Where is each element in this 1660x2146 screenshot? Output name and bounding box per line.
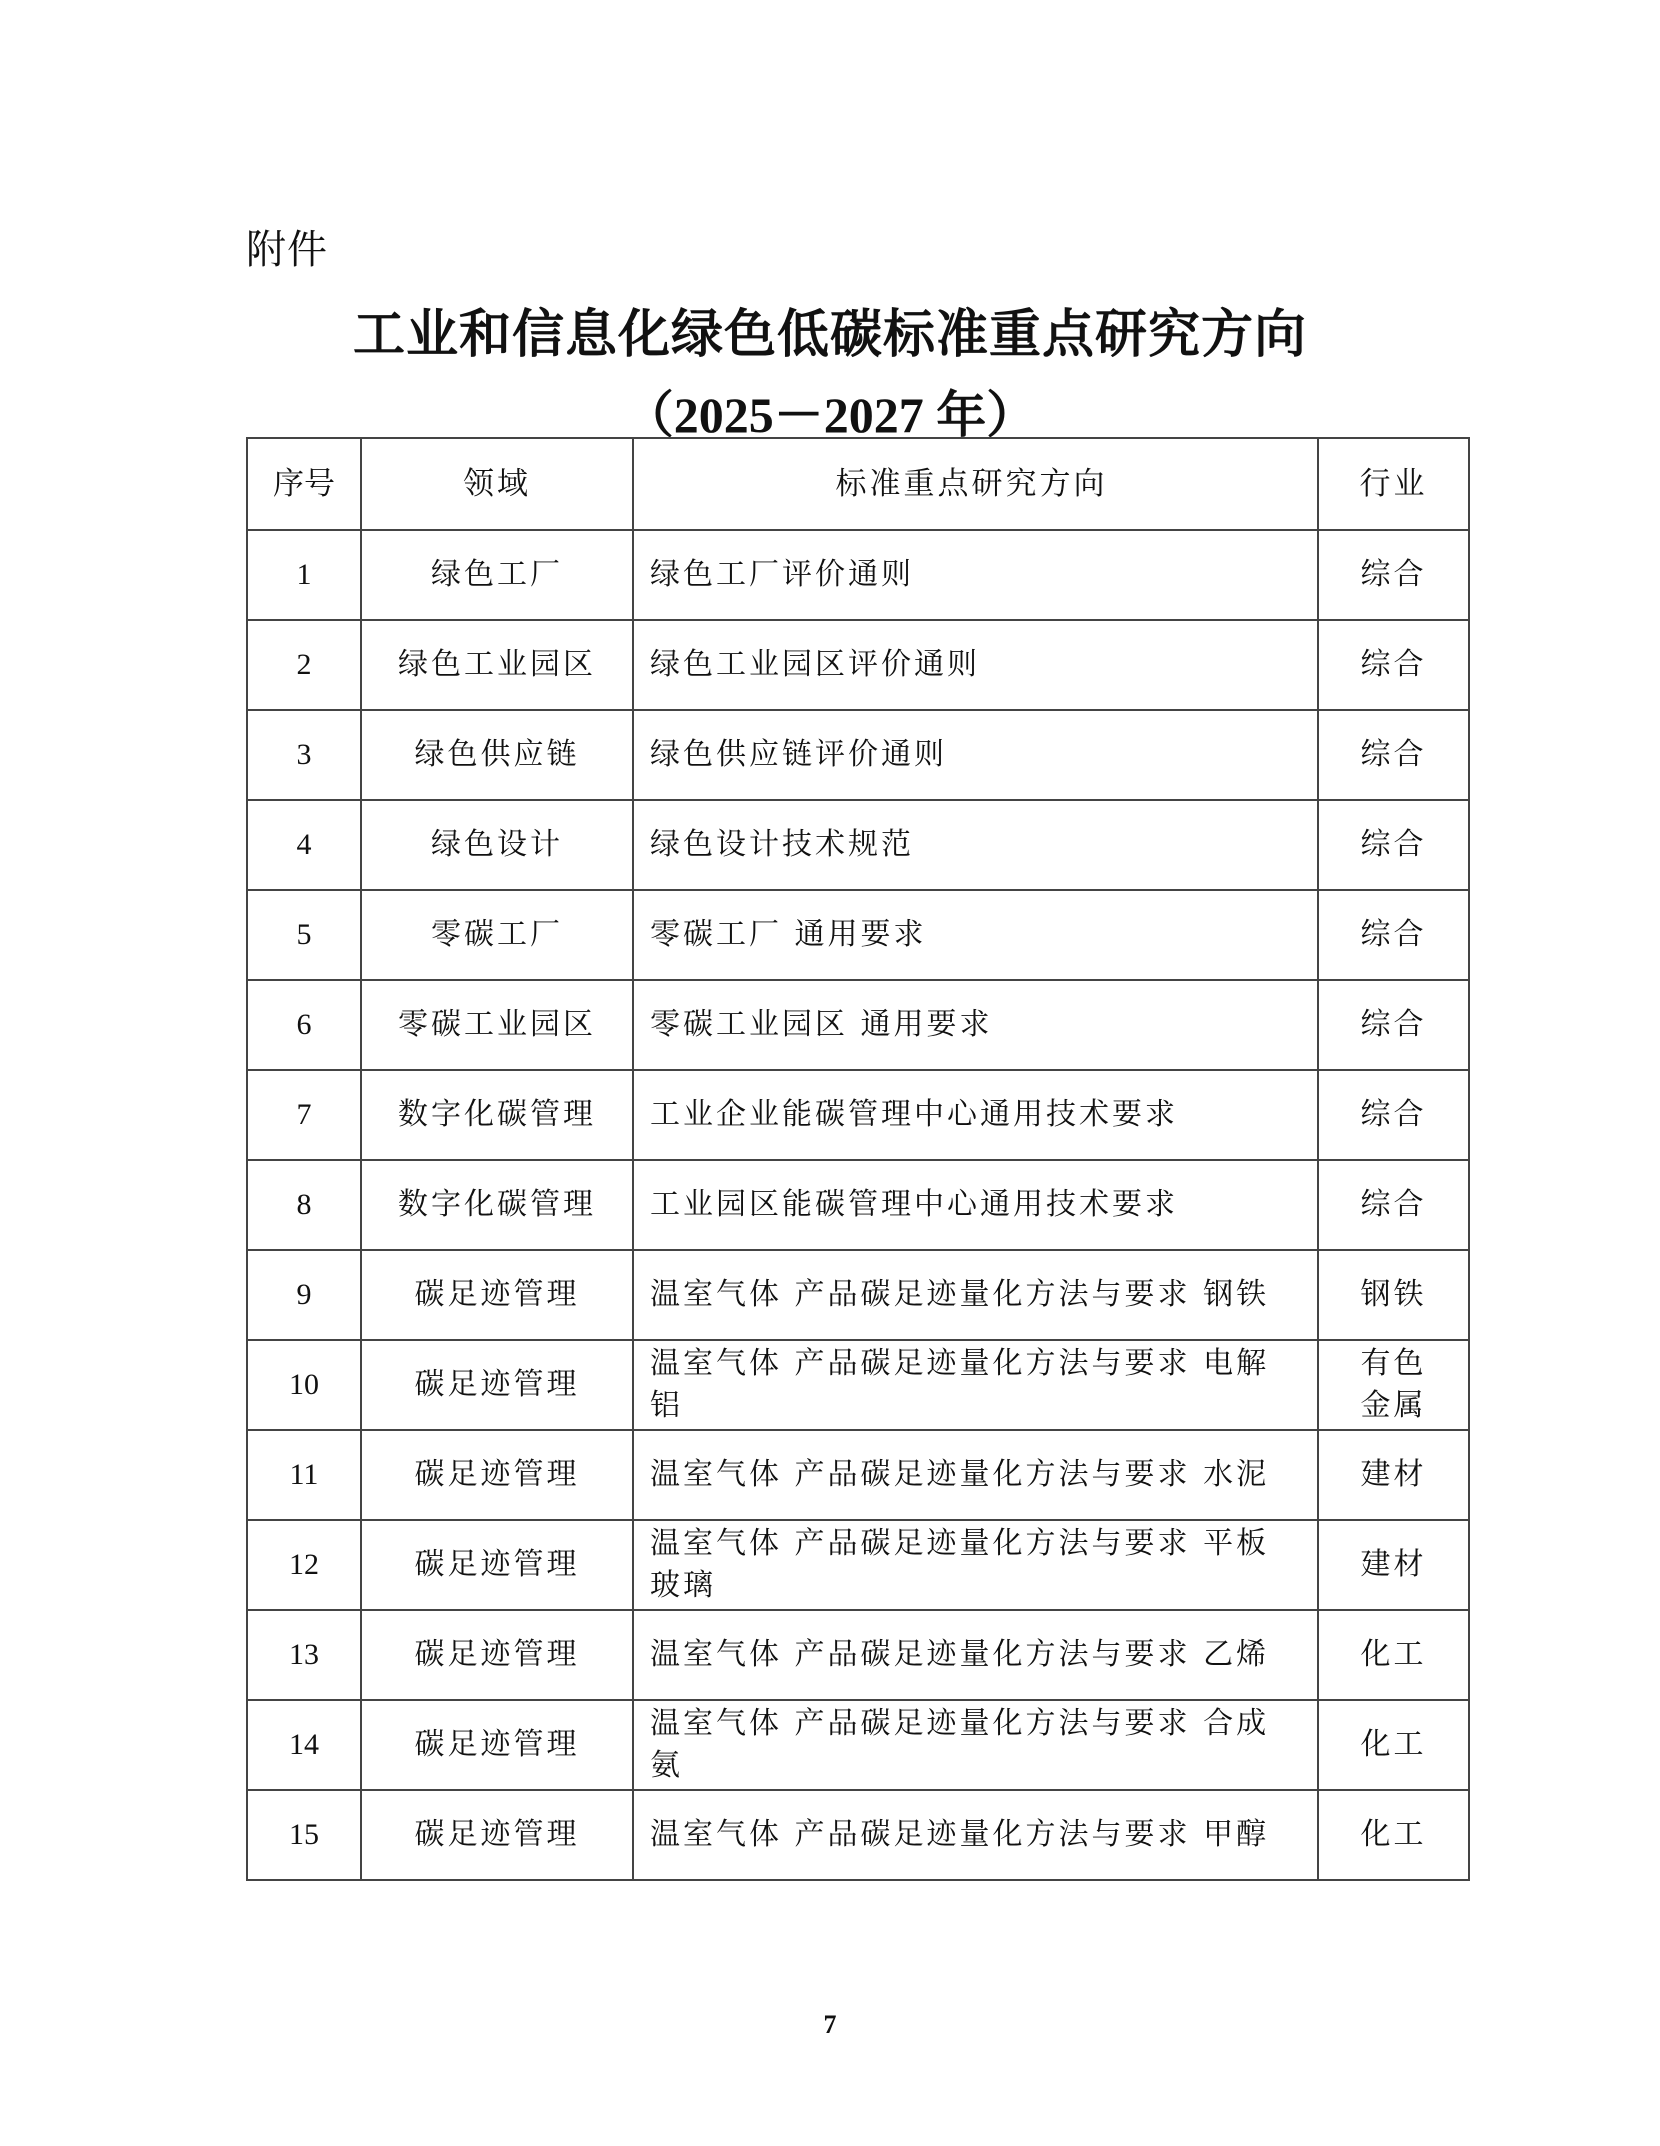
table-row bbox=[247, 1250, 1469, 1340]
table-row bbox=[247, 1790, 1469, 1880]
cell-industry bbox=[1318, 1790, 1469, 1880]
cell-direction: 温室气体 产品碳足迹量化方法与要求 乙烯 bbox=[633, 1610, 1318, 1700]
table-body bbox=[247, 530, 1469, 1880]
column-header-industry: 行业 bbox=[1318, 438, 1469, 530]
cell-domain: 碳足迹管理 bbox=[361, 1250, 633, 1340]
table-row bbox=[247, 530, 1469, 620]
cell-number: 2 bbox=[247, 620, 361, 710]
cell-industry bbox=[1318, 1430, 1469, 1520]
cell-direction: 零碳工厂 通用要求 bbox=[633, 890, 1318, 980]
cell-number: 9 bbox=[247, 1250, 361, 1340]
cell-domain: 碳足迹管理 bbox=[361, 1520, 633, 1610]
cell-industry bbox=[1318, 800, 1469, 890]
cell-number: 10 bbox=[247, 1340, 361, 1430]
cell-domain: 碳足迹管理 bbox=[361, 1610, 633, 1700]
cell-number: 14 bbox=[247, 1700, 361, 1790]
cell-domain: 绿色供应链 bbox=[361, 710, 633, 800]
cell-number: 15 bbox=[247, 1790, 361, 1880]
cell-number: 6 bbox=[247, 980, 361, 1070]
cell-industry bbox=[1318, 530, 1469, 620]
cell-industry bbox=[1318, 710, 1469, 800]
cell-direction: 零碳工业园区 通用要求 bbox=[633, 980, 1318, 1070]
table-row bbox=[247, 980, 1469, 1070]
cell-number: 12 bbox=[247, 1520, 361, 1610]
cell-industry bbox=[1318, 1160, 1469, 1250]
cell-domain: 绿色设计 bbox=[361, 800, 633, 890]
cell-domain: 数字化碳管理 bbox=[361, 1160, 633, 1250]
cell-industry-text: 综合 bbox=[1360, 557, 1427, 592]
table-header-row bbox=[247, 438, 1469, 530]
cell-number: 13 bbox=[247, 1610, 361, 1700]
cell-industry bbox=[1318, 1700, 1469, 1790]
cell-direction: 温室气体 产品碳足迹量化方法与要求 水泥 bbox=[633, 1430, 1318, 1520]
table-row bbox=[247, 1700, 1469, 1790]
table-row bbox=[247, 1070, 1469, 1160]
cell-industry bbox=[1318, 1250, 1469, 1340]
cell-industry-text: 综合 bbox=[1360, 1007, 1427, 1042]
cell-direction: 绿色工厂评价通则 bbox=[633, 530, 1318, 620]
cell-industry-text: 钢铁 bbox=[1360, 1277, 1427, 1312]
attachment-label: 附件 bbox=[246, 227, 328, 273]
cell-domain: 绿色工厂 bbox=[361, 530, 633, 620]
cell-industry-text: 建材 bbox=[1360, 1547, 1427, 1582]
cell-industry-text: 建材 bbox=[1360, 1457, 1427, 1492]
table-row bbox=[247, 1340, 1469, 1430]
cell-direction: 温室气体 产品碳足迹量化方法与要求 平板玻璃 bbox=[633, 1520, 1318, 1610]
cell-industry-text: 化工 bbox=[1360, 1817, 1427, 1852]
cell-number: 5 bbox=[247, 890, 361, 980]
table-row bbox=[247, 710, 1469, 800]
cell-industry bbox=[1318, 1340, 1469, 1430]
cell-domain: 绿色工业园区 bbox=[361, 620, 633, 710]
cell-industry-text: 化工 bbox=[1360, 1637, 1427, 1672]
cell-industry bbox=[1318, 1520, 1469, 1610]
cell-domain: 碳足迹管理 bbox=[361, 1700, 633, 1790]
cell-number: 8 bbox=[247, 1160, 361, 1250]
cell-industry-text: 综合 bbox=[1360, 647, 1427, 682]
cell-number: 11 bbox=[247, 1430, 361, 1520]
cell-industry-text: 综合 bbox=[1360, 917, 1427, 952]
cell-number: 3 bbox=[247, 710, 361, 800]
document-title: 工业和信息化绿色低碳标准重点研究方向 bbox=[352, 304, 1307, 365]
cell-domain: 零碳工厂 bbox=[361, 890, 633, 980]
cell-direction: 工业园区能碳管理中心通用技术要求 bbox=[633, 1160, 1318, 1250]
cell-industry-text: 综合 bbox=[1360, 827, 1427, 862]
document-subtitle: （2025－2027 年） bbox=[623, 387, 1037, 443]
cell-industry bbox=[1318, 1610, 1469, 1700]
cell-number: 7 bbox=[247, 1070, 361, 1160]
cell-industry-text: 综合 bbox=[1360, 737, 1427, 772]
cell-industry bbox=[1318, 620, 1469, 710]
table-row bbox=[247, 1610, 1469, 1700]
table-row bbox=[247, 800, 1469, 890]
cell-direction: 温室气体 产品碳足迹量化方法与要求 钢铁 bbox=[633, 1250, 1318, 1340]
cell-direction: 温室气体 产品碳足迹量化方法与要求 合成氨 bbox=[633, 1700, 1318, 1790]
column-header-direction: 标准重点研究方向 bbox=[633, 438, 1318, 530]
page-number: 7 bbox=[823, 2010, 837, 2039]
cell-industry-text: 有色金属 bbox=[1360, 1346, 1427, 1423]
cell-industry bbox=[1318, 890, 1469, 980]
cell-domain: 数字化碳管理 bbox=[361, 1070, 633, 1160]
table-row bbox=[247, 1430, 1469, 1520]
cell-industry-text: 化工 bbox=[1360, 1727, 1427, 1762]
table-row bbox=[247, 1160, 1469, 1250]
cell-industry-text: 综合 bbox=[1360, 1097, 1427, 1132]
cell-direction: 绿色供应链评价通则 bbox=[633, 710, 1318, 800]
cell-domain: 碳足迹管理 bbox=[361, 1340, 633, 1430]
cell-direction: 绿色工业园区评价通则 bbox=[633, 620, 1318, 710]
cell-direction: 温室气体 产品碳足迹量化方法与要求 电解铝 bbox=[633, 1340, 1318, 1430]
cell-direction: 温室气体 产品碳足迹量化方法与要求 甲醇 bbox=[633, 1790, 1318, 1880]
table-row bbox=[247, 1520, 1469, 1610]
column-header-number: 序号 bbox=[247, 438, 361, 530]
cell-number: 4 bbox=[247, 800, 361, 890]
cell-direction: 绿色设计技术规范 bbox=[633, 800, 1318, 890]
standards-table bbox=[246, 437, 1470, 1881]
cell-domain: 零碳工业园区 bbox=[361, 980, 633, 1070]
cell-domain: 碳足迹管理 bbox=[361, 1430, 633, 1520]
table-row bbox=[247, 890, 1469, 980]
cell-industry-text: 综合 bbox=[1360, 1187, 1427, 1222]
table-row bbox=[247, 620, 1469, 710]
cell-direction: 工业企业能碳管理中心通用技术要求 bbox=[633, 1070, 1318, 1160]
column-header-domain: 领域 bbox=[361, 438, 633, 530]
cell-industry bbox=[1318, 1070, 1469, 1160]
cell-domain: 碳足迹管理 bbox=[361, 1790, 633, 1880]
cell-industry bbox=[1318, 980, 1469, 1070]
cell-number: 1 bbox=[247, 530, 361, 620]
